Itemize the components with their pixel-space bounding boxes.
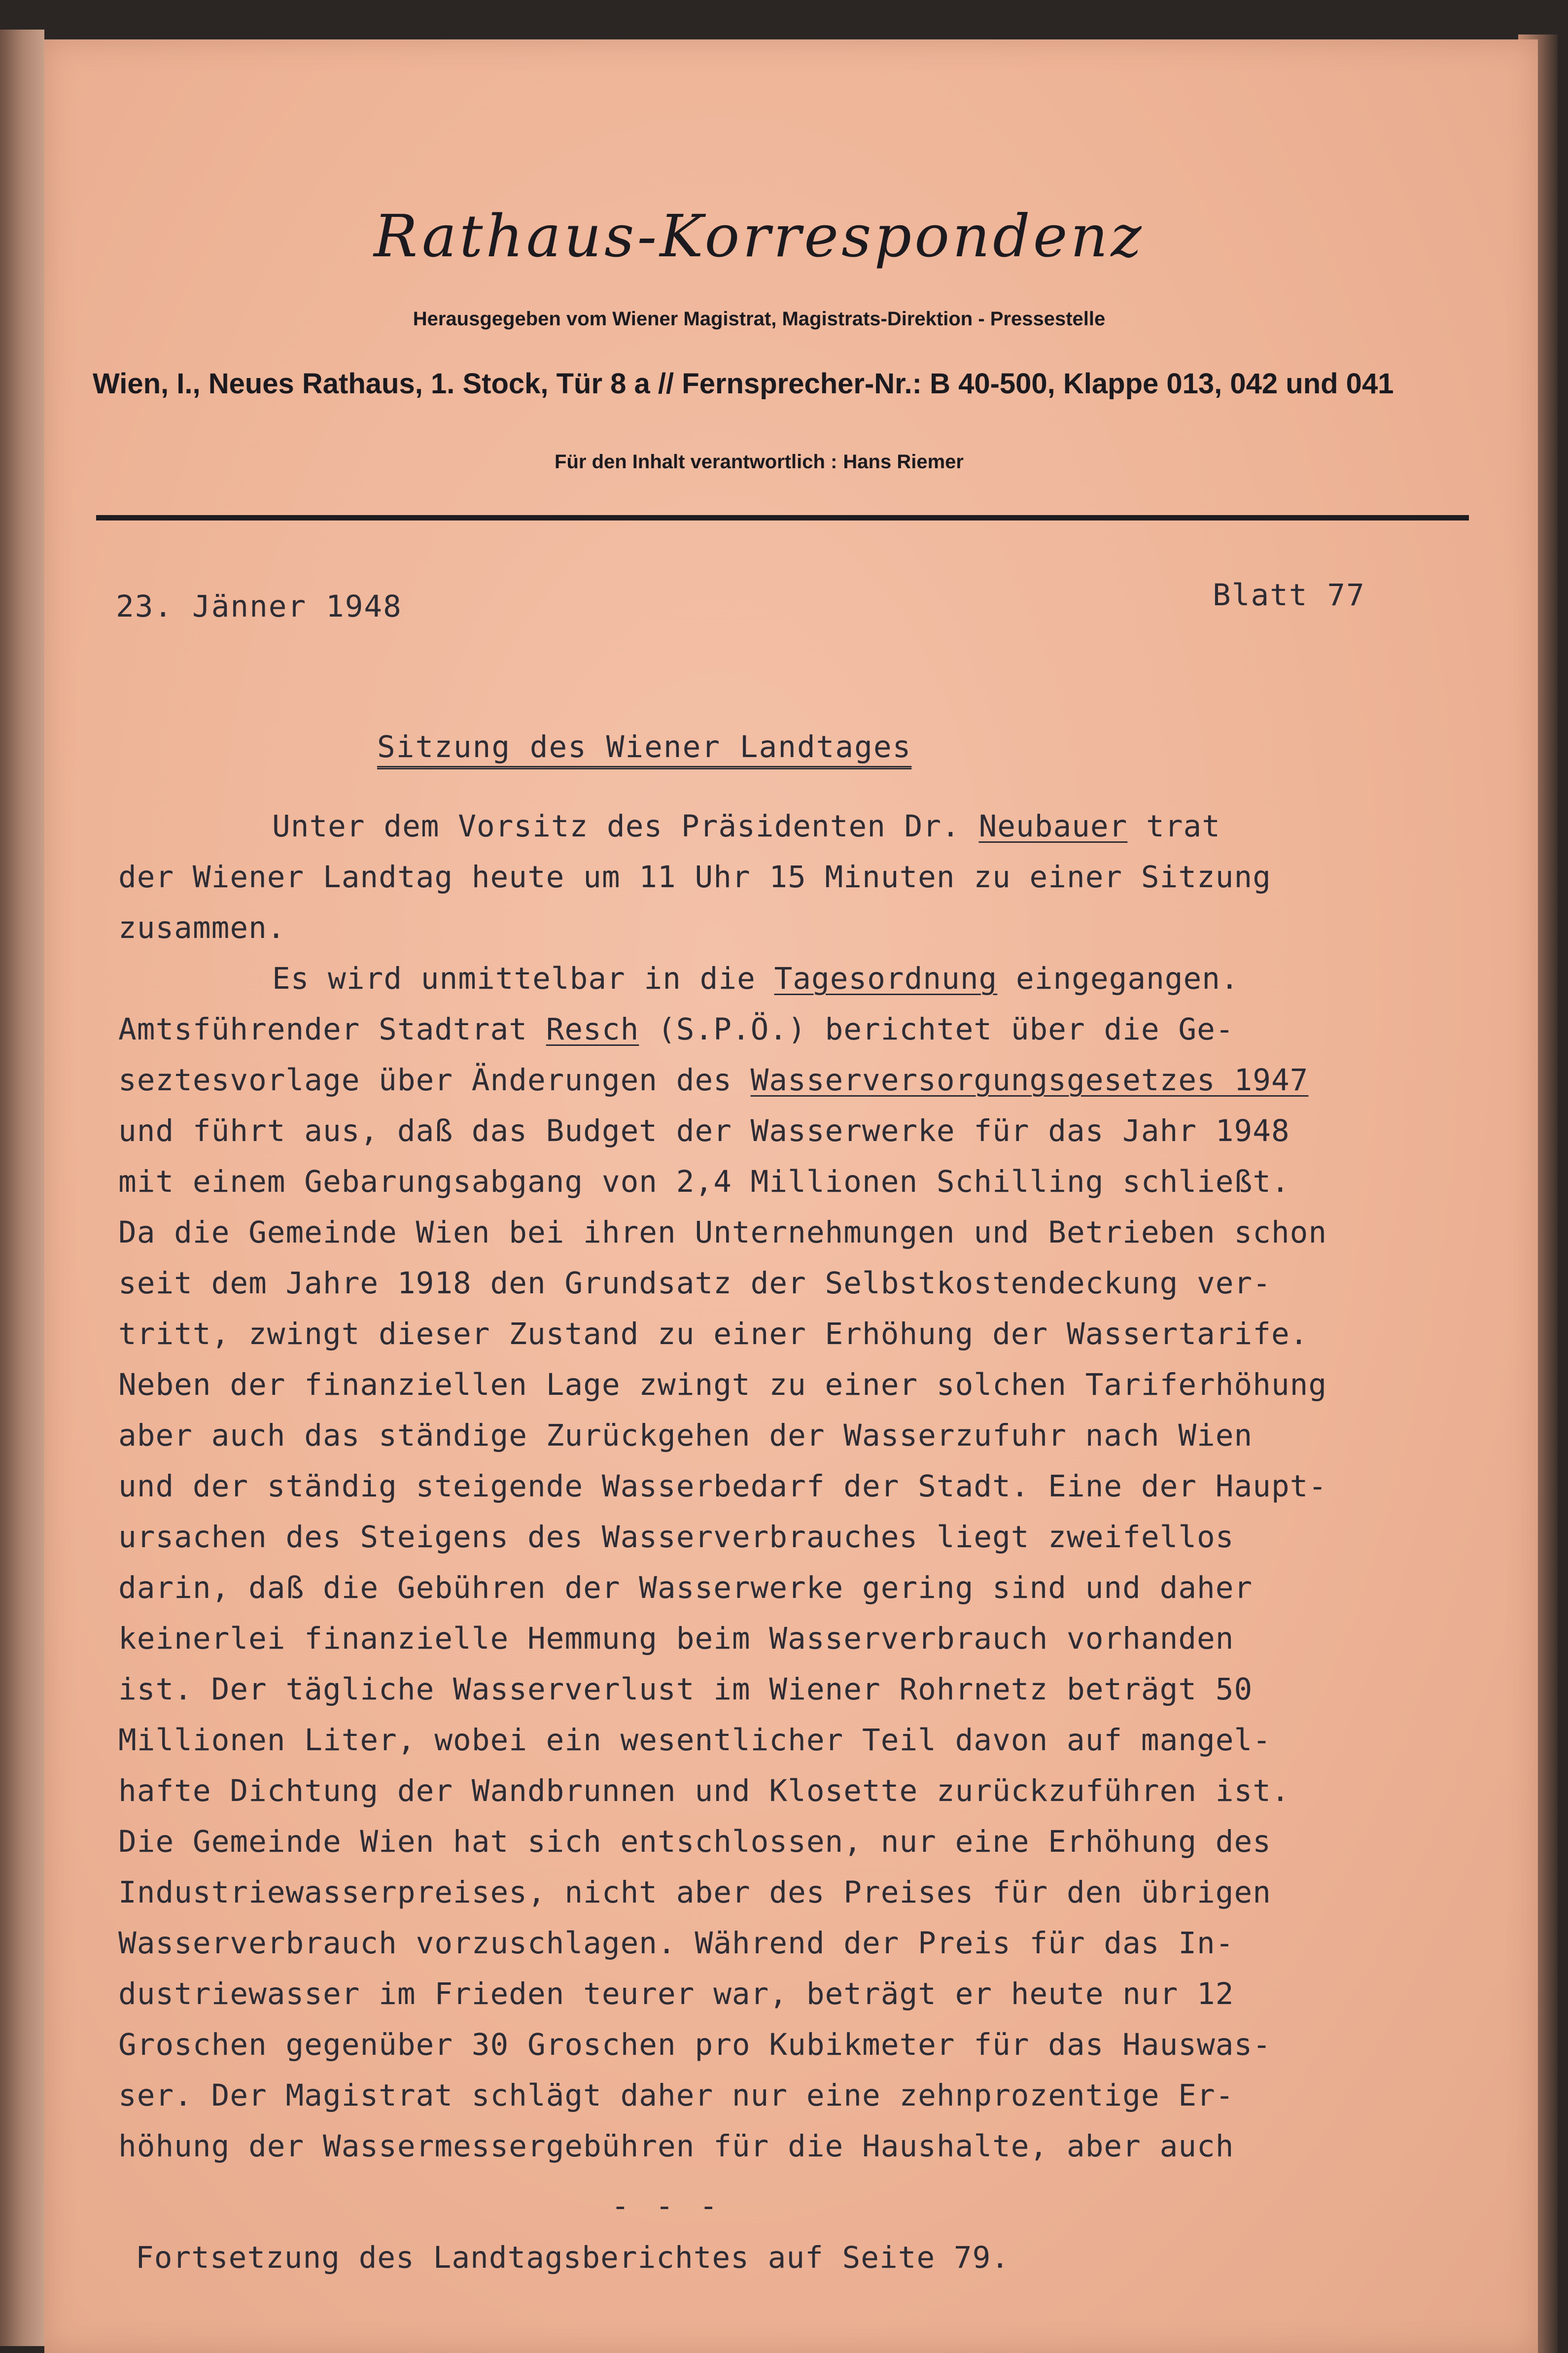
body-line: darin, daß die Gebühren der Wasserwerke gering sind und daher bbox=[118, 1570, 1253, 1605]
body-line bbox=[118, 801, 1489, 852]
continuation-note: Fortsetzung des Landtagsberichtes auf Seite 79. bbox=[136, 2240, 1010, 2275]
section-separator: - - - bbox=[611, 2188, 722, 2223]
article-body bbox=[118, 801, 1489, 2172]
body-line: Millionen Liter, wobei ein wesentlicher Teil davon auf mangel- bbox=[118, 1723, 1271, 1758]
text-run: seztesvorlage über Änderungen des bbox=[118, 1063, 751, 1098]
body-line: keinerlei finanzielle Hemmung beim Wasserverbrauch vorhanden bbox=[118, 1621, 1234, 1656]
body-line: Die Gemeinde Wien hat sich entschlossen, nur eine Erhöhung des bbox=[118, 1824, 1271, 1859]
underlined-name: Neubauer bbox=[978, 809, 1128, 844]
masthead-subtitle: Herausgegeben vom Wiener Magistrat, Magistrats-Direktion - Pressestelle bbox=[413, 308, 1106, 330]
date: 23. Jänner 1948 bbox=[116, 589, 402, 624]
facing-page-edge bbox=[0, 30, 44, 2346]
text-run: Amtsführender Stadtrat bbox=[118, 1012, 546, 1047]
body-line: aber auch das ständige Zurückgehen der Wasserzufuhr nach Wien bbox=[118, 1418, 1253, 1453]
body-line: Da die Gemeinde Wien bei ihren Unternehmungen und Betrieben schon bbox=[118, 1215, 1327, 1250]
body-line: mit einem Gebarungsabgang von 2,4 Millionen Schilling schließt. bbox=[118, 1164, 1290, 1199]
responsible-name: Hans Riemer bbox=[843, 451, 964, 473]
body-line bbox=[118, 1004, 1489, 1055]
text-run: Es wird unmittelbar in die bbox=[272, 961, 774, 996]
underlined-keyword: Wasserversorgungsgesetzes 1947 bbox=[750, 1063, 1309, 1098]
responsible-label: Für den Inhalt verantwortlich : bbox=[555, 451, 837, 473]
text-run: (S.P.Ö.) berichtet über die Ge- bbox=[639, 1012, 1234, 1047]
body-line: zusammen. bbox=[118, 910, 286, 945]
body-line bbox=[118, 1055, 1489, 1106]
body-line: ser. Der Magistrat schlägt daher nur eine zehnprozentige Er- bbox=[118, 2078, 1234, 2113]
body-line: Wasserverbrauch vorzuschlagen. Während der Preis für das In- bbox=[118, 1926, 1234, 1961]
body-line: hafte Dichtung der Wandbrunnen und Klosette zurückzuführen ist. bbox=[118, 1773, 1290, 1808]
body-line: Neben der finanziellen Lage zwingt zu einer solchen Tariferhöhung bbox=[118, 1367, 1327, 1402]
body-line: ursachen des Steigens des Wasserverbrauches liegt zweifellos bbox=[118, 1520, 1234, 1555]
body-line: und der ständig steigende Wasserbedarf der Stadt. Eine der Haupt- bbox=[118, 1469, 1327, 1504]
body-line: seit dem Jahre 1918 den Grundsatz der Selbstkostendeckung ver- bbox=[118, 1266, 1271, 1301]
body-line: ist. Der tägliche Wasserverlust im Wiener Rohrnetz beträgt 50 bbox=[118, 1672, 1253, 1707]
body-line: Groschen gegenüber 30 Groschen pro Kubikmeter für das Hauswas- bbox=[118, 2027, 1271, 2062]
underlined-keyword: Tagesordnung bbox=[774, 961, 998, 996]
masthead-address: Wien, I., Neues Rathaus, 1. Stock, Tür 8 a // Fernsprecher-Nr.: B 40-500, Klappe 013, 042 und 041 bbox=[93, 368, 1394, 400]
body-line: dustriewasser im Frieden teurer war, beträgt er heute nur 12 bbox=[118, 1976, 1234, 2011]
masthead-responsible bbox=[44, 451, 1474, 473]
body-line: Industriewasserpreises, nicht aber des Preises für den übrigen bbox=[118, 1875, 1271, 1910]
body-line bbox=[118, 953, 1489, 1004]
body-line: und führt aus, daß das Budget der Wasserwerke für das Jahr 1948 bbox=[118, 1113, 1290, 1148]
body-line: höhung der Wassermessergebühren für die Haushalte, aber auch bbox=[118, 2129, 1234, 2164]
body-line: tritt, zwingt dieser Zustand zu einer Erhöhung der Wassertarife. bbox=[118, 1316, 1309, 1351]
text-run: Unter dem Vorsitz des Präsidenten Dr. bbox=[272, 809, 979, 844]
document-page bbox=[44, 39, 1538, 2353]
text-run: trat bbox=[1127, 809, 1221, 844]
underlined-name: Resch bbox=[546, 1012, 639, 1047]
header-rule bbox=[96, 515, 1469, 520]
article-heading: Sitzung des Wiener Landtages bbox=[377, 729, 912, 764]
text-run: eingegangen. bbox=[997, 961, 1239, 996]
masthead-title: Rathaus-Korrespondenz bbox=[374, 202, 1145, 270]
body-line: der Wiener Landtag heute um 11 Uhr 15 Minuten zu einer Sitzung bbox=[118, 860, 1271, 895]
page-number: Blatt 77 bbox=[1213, 578, 1365, 613]
